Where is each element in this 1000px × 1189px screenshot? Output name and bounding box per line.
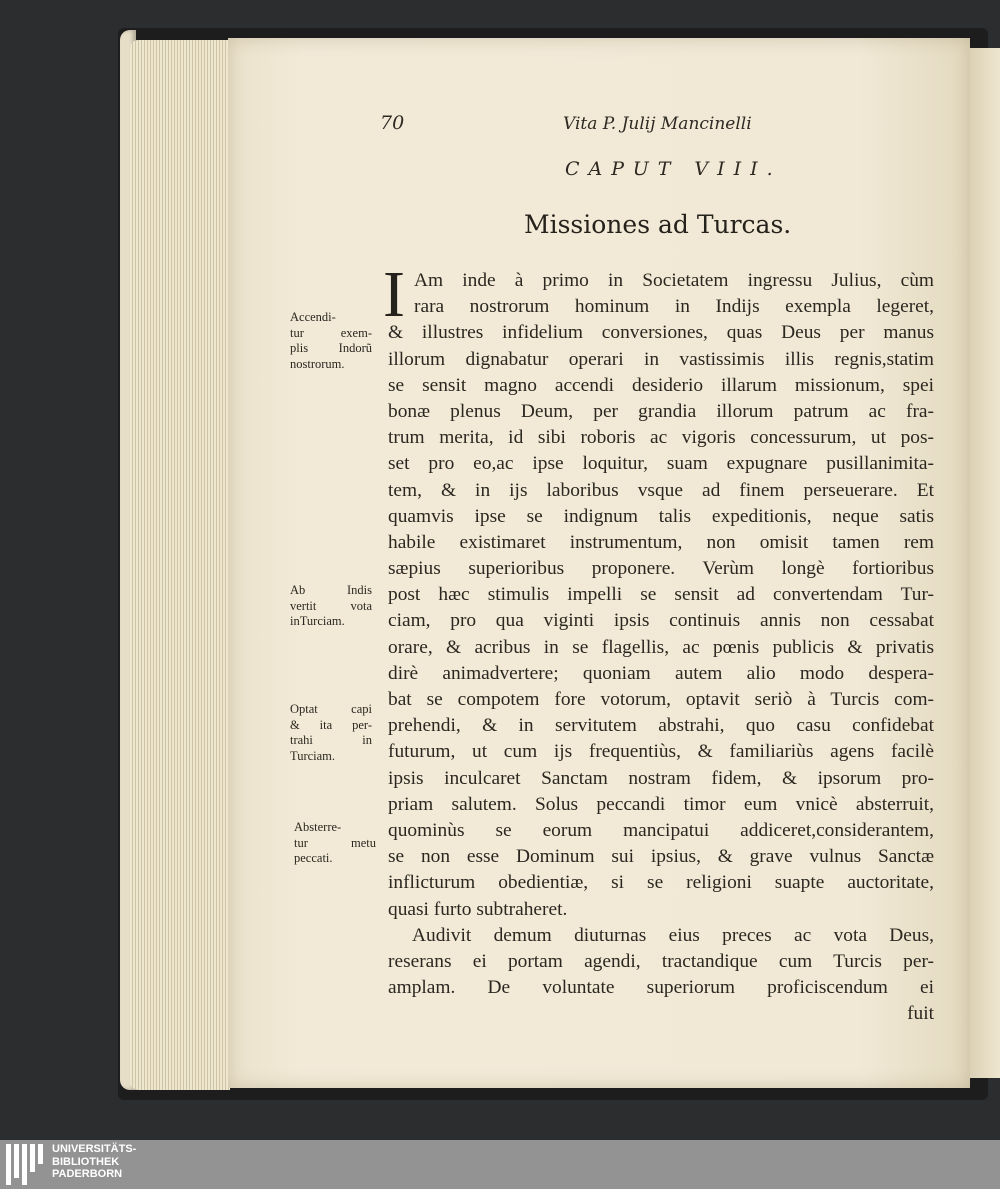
- text-line: quominùs se eorum mancipatui addiceret,considerantem,: [388, 819, 934, 841]
- text-line: inflicturum obedientiæ, si se religioni suapte auctoritate,: [388, 872, 934, 894]
- text-line: tem, & in ijs laboribus vsque ad finem perseuerare. Et: [388, 479, 934, 501]
- text-line: reserans ei portam agendi, tractandique cum Turcis per-: [388, 950, 934, 972]
- text-line: illorum dignabatur operari in vastissimis illis regnis,statim: [388, 348, 934, 370]
- text-line: quamvis ipse se indignum talis expeditionis, neque satis: [388, 505, 934, 527]
- chapter-label: CAPUT VIII.: [565, 158, 782, 180]
- margin-note: [290, 310, 372, 372]
- margin-note: [294, 820, 376, 867]
- margin-note-line: peccati.: [294, 851, 333, 865]
- margin-note-line: inTurciam.: [290, 614, 345, 628]
- text-line: bonæ plenus Deum, per grandia illorum patrum ac fra-: [388, 400, 934, 422]
- margin-note-line: nostrorum.: [290, 356, 345, 371]
- margin-note-line: Absterre-: [294, 820, 342, 834]
- text-line: rara nostrorum hominum in Indijs exempla legeret,: [414, 296, 934, 318]
- text-line: ciam, pro qua viginti ipsis continuis annis non cessabat: [388, 610, 934, 632]
- text-line: futurum, ut cum ijs frequentiùs, & familiariùs agens facilè: [388, 741, 934, 763]
- library-footer: [0, 1140, 1000, 1189]
- text-line: habile existimaret instrumentum, non omisit tamen rem: [388, 531, 934, 553]
- margin-note-line: Optat capi: [290, 702, 372, 716]
- text-line: bat se compotem fore votorum, optavit seriò à Turcis com-: [388, 689, 934, 710]
- library-name-line: UNIVERSITÄTS-: [52, 1143, 137, 1155]
- text-line: amplam. De voluntate superiorum proficiscendum ei: [388, 977, 934, 999]
- chapter-title: Missiones ad Turcas.: [524, 210, 792, 239]
- margin-note-line: Ab Indis: [290, 583, 372, 597]
- text-line: post hæc stimulis impelli se sensit ad convertendam Tur-: [388, 584, 934, 606]
- book-page-edges: [130, 40, 230, 1090]
- margin-note-line: plis Indorũ: [290, 341, 372, 355]
- facing-page-gutter: [965, 48, 1000, 1078]
- catchword: fuit: [907, 1003, 934, 1025]
- library-name: [52, 1143, 136, 1181]
- margin-note-line: & ita per-: [290, 717, 372, 732]
- text-line: se non esse Dominum sui ipsius, & grave vulnus Sanctæ: [388, 846, 934, 868]
- page-number: 70: [380, 112, 405, 134]
- library-logo-icon: [6, 1144, 46, 1185]
- running-head: [380, 112, 820, 142]
- text-line: orare, & acribus in se flagellis, ac pœnis publicis & privatis: [388, 636, 934, 658]
- text-line: priam salutem. Solus peccandi timor eum vnicè absterruit,: [388, 793, 934, 815]
- text-line: trum merita, id sibi roboris ac vigoris concessurum, ut pos-: [388, 427, 934, 449]
- margin-note-line: trahi in: [290, 733, 372, 747]
- margin-note-line: Turciam.: [290, 748, 336, 763]
- running-title: Vita P. Julij Mancinelli: [563, 114, 752, 134]
- text-line: dirè animadvertere; quoniam autem alio modo despera-: [388, 662, 934, 684]
- drop-cap: I: [383, 258, 405, 331]
- library-name-line: PADERBORN: [52, 1168, 123, 1180]
- margin-note: [290, 702, 372, 764]
- text-line: quasi furto subtraheret.: [388, 898, 568, 920]
- text-line: sæpius superioribus proponere. Verùm longè fortioribus: [388, 558, 934, 580]
- text-line: set pro eo,ac ipse loquitur, suam expugnare pusillanimita-: [388, 453, 934, 475]
- margin-note-line: tur metu: [294, 835, 376, 850]
- text-line: ipsis inculcaret Sanctam nostram fidem, & ipsorum pro-: [388, 767, 934, 789]
- margin-note-line: tur exem-: [290, 325, 372, 340]
- body-text: [388, 268, 934, 1027]
- text-line: se sensit magno accendi desiderio illarum missionum, spei: [388, 374, 934, 396]
- margin-note-line: vertit vota: [290, 598, 372, 613]
- library-name-line: BIBLIOTHEK: [52, 1155, 120, 1168]
- margin-note: [290, 583, 372, 630]
- text-line: Audivit demum diuturnas eius preces ac vota Deus,: [412, 924, 934, 946]
- text-line: Am inde à primo in Societatem ingressu Julius, cùm: [414, 270, 934, 291]
- margin-note-line: Accendi-: [290, 310, 336, 324]
- text-line: & illustres infidelium conversiones, quas Deus per manus: [388, 322, 934, 344]
- text-line: prehendi, & in servitutem abstrahi, quo casu confidebat: [388, 715, 934, 737]
